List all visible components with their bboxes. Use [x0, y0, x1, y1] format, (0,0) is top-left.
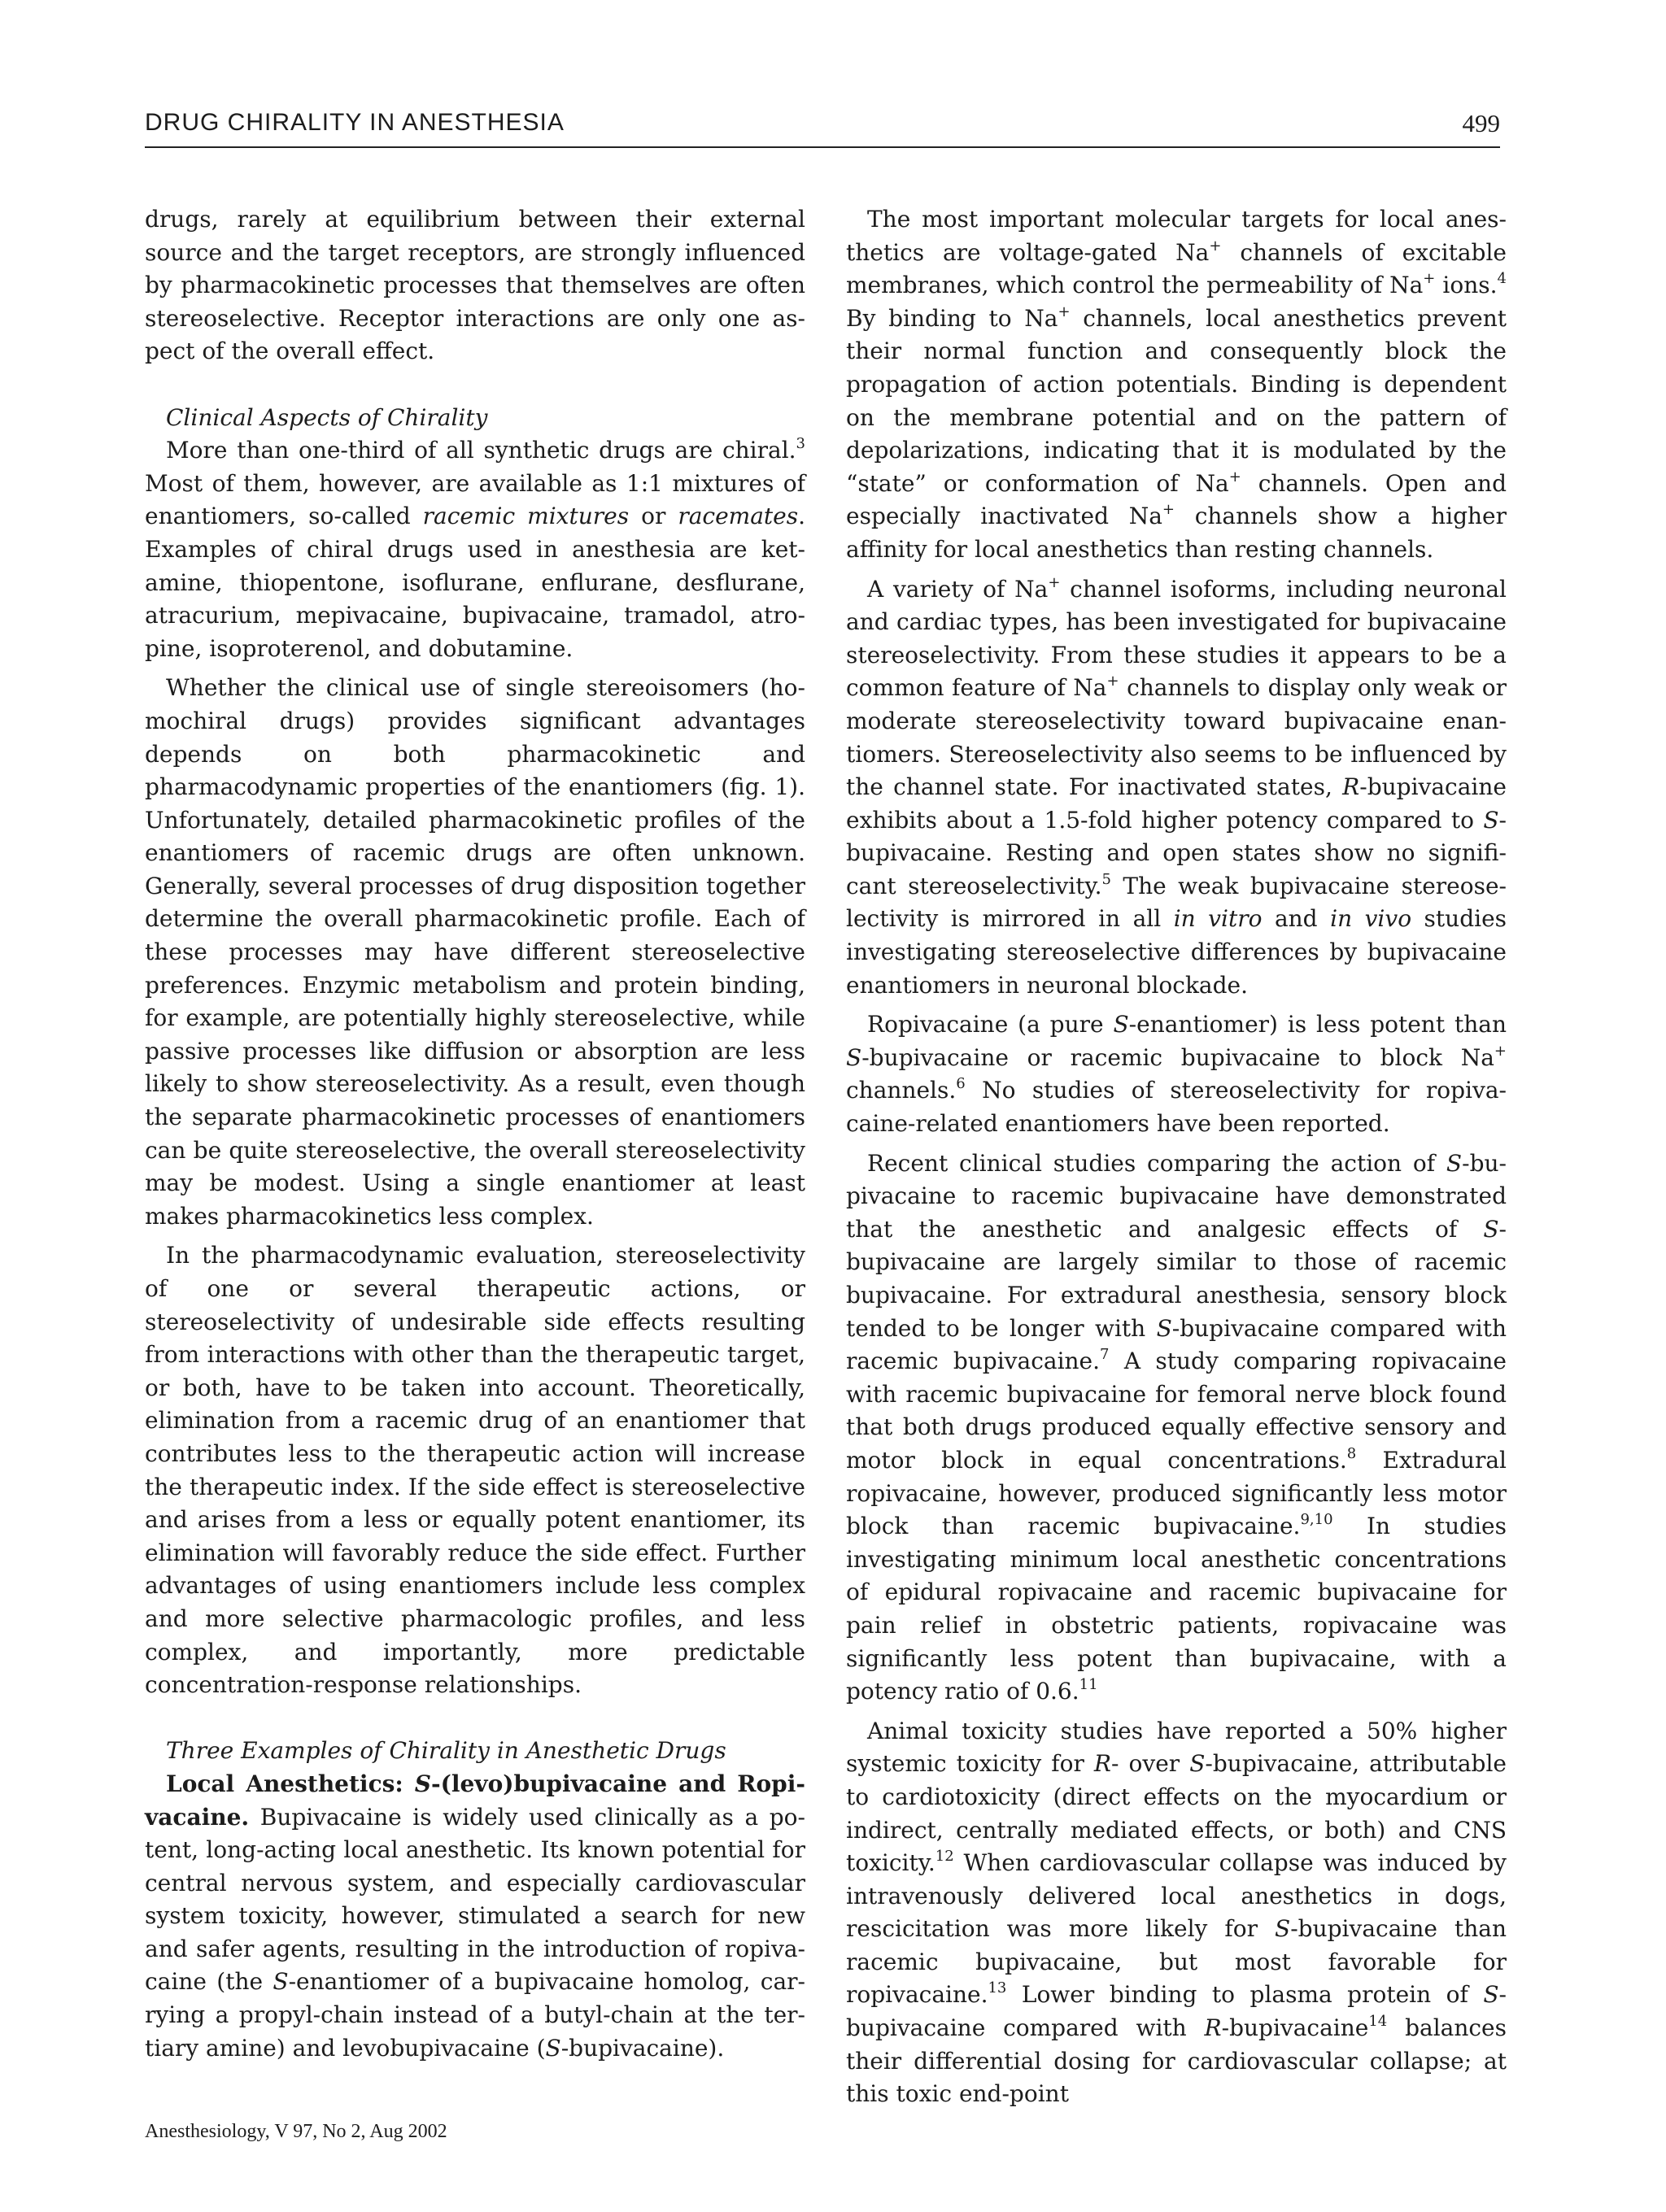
running-header — [145, 106, 1500, 148]
paragraph: Ropivacaine (a pure S-enantiomer) is less potent than S-bupivacaine or racemic bupivacaine to block Na+ channels.$^6$ No studies of stereoselectivity for ropivacaine-related enantiomers have been reported. — [846, 1011, 1507, 1138]
paragraph: In the pharmacodynamic evaluation, stereoselectivity of one or several therapeutic actions, or stereoselectivity of undesirable side effects resulting from interactions with other than the therapeutic target, or both, have to be taken into account. Theoretically, elimination from a racemic drug of an enantiomer that contributes less to the therapeutic action will increase the therapeutic index. If the side effect is stereoselective and arises from a less or equally potent enantiomer, its elimination will favorably reduce the side effect. Further advantages of using enantiomers include less complex and more selective pharmacologic profiles, and less complex, and importantly, more predictable concentration-response relationships. — [145, 1242, 805, 1699]
page-number: 499 — [1462, 109, 1500, 137]
right-column — [846, 203, 1507, 2111]
paragraph-continued: drugs, rarely at equilibrium between their external source and the target receptors, are strongly influenced by pharmacokinetic processes that themselves are often stereoselective. Receptor interactions are only one aspect of the overall effect. — [145, 206, 805, 365]
paragraph: The most important molecular targets for local anesthetics are voltage-gated Na+ channels of excitable membranes, which control the permeability of Na+ ions.$^4$ By binding to Na+ channels, local anesthetics prevent their normal function and consequently block the propagation of action potentials. Binding is dependent on the membrane potential and on the pattern of depolarizations, indicating that it is modulated by the “state” or conformation of Na+ channels. Open and especially inactivated Na+ channels show a higher affinity for local anesthetics than resting channels. — [846, 206, 1507, 563]
paragraph: Animal toxicity studies have reported a 50% higher systemic toxicity for R- over S-bupivacaine, attributable to cardiotoxicity (direct effects on the myocardium or indirect, centrally mediated effects, or both) and CNS toxicity.$^{12}$ When cardiovascular collapse was induced by intravenously delivered local anesthetics in dogs, rescicitation was more likely for S-bupivacaine than racemic bupivacaine, but most favorable for ropivacaine.$^{13}$ Lower binding to plasma protein of S-bupivacaine compared with R-bupivacaine$^{14}$ balances their differential dosing for cardiovascular collapse; at this toxic end-point — [846, 1717, 1507, 2108]
reference-marker: 7 — [1100, 1346, 1110, 1364]
reference-marker: 13 — [988, 1979, 1007, 1997]
reference-marker: 11 — [1079, 1676, 1098, 1694]
reference-marker: 14 — [1368, 2013, 1388, 2031]
paragraph: Recent clinical studies comparing the action of S-bupivacaine to racemic bupivacaine have demonstrated that the anesthetic and analgesic effects of S-bupivacaine are largely similar to those of racemic bupivacaine. For extradural anesthesia, sensory block tended to be longer with S-bupivacaine compared with racemic bupivacaine.$^7$ A study comparing ropivacaine with racemic bupivacaine for femoral nerve block found that both drugs produced equally effective sensory and motor block in equal concentrations.$^8$ Extradural ropivacaine, however, produced significantly less motor block than racemic bupivacaine.$^{9,10}$ In studies investigating minimum local anesthetic concentrations of epidural ropivacaine and racemic bupivacaine for pain relief in obstetric patients, ropivacaine was significantly less potent than bupivacaine, with a potency ratio of 0.6.11 — [846, 1149, 1507, 1705]
paragraph: A variety of Na+ channel isoforms, including neuronal and cardiac types, has been investigated for bupivacaine stereoselectivity. From these studies it appears to be a common feature of Na+ channels to display only weak or moderate stereoselectivity toward bupivacaine enantiomers. Stereoselectivity also seems to be influenced by the channel state. For inactivated states, R-bupivacaine exhibits about a 1.5-fold higher potency compared to S-bupivacaine. Resting and open states show no significant stereoselectivity.$^5$ The weak bupivacaine stereoselectivity is mirrored in all in vitro and in vivo studies investigating stereoselective differences by bupivacaine enantiomers in neuronal blockade. — [846, 573, 1507, 999]
running-title: DRUG CHIRALITY IN ANESTHESIA — [145, 109, 565, 136]
run-in-heading: Local Anesthetics: S-(levo)bupivacaine and Ropivacaine. — [145, 1770, 805, 1831]
reference-marker: 8 — [1346, 1444, 1357, 1462]
reference-marker: 3 — [796, 435, 805, 453]
section-heading-three-examples: Three Examples of Chirality in Anesthetic Drugs — [166, 1737, 726, 1765]
paragraph: More than one-third of all synthetic drugs are chiral.$^3$ Most of them, however, are available as 1:1 mixtures of enantiomers, so-called racemic mixtures or racemates. Examples of chiral drugs used in anesthesia are ketamine, thiopentone, isoflurane, enflurane, desflurane, atracurium, mepivacaine, bupivacaine, tramadol, atropine, isoproterenol, and dobutamine. — [145, 435, 806, 662]
reference-marker: 4 — [1497, 270, 1507, 288]
reference-marker: 6 — [956, 1075, 966, 1093]
reference-marker: 9,10 — [1300, 1511, 1333, 1529]
section-heading-clinical-aspects: Clinical Aspects of Chirality — [166, 403, 488, 431]
paragraph: Local Anesthetics: S-(levo)bupivacaine and Ropivacaine. Bupivacaine is widely used clinically as a potent, long-acting local anesthetic. Its known potential for central nervous system, and especially cardiovascular system toxicity, however, stimulated a search for new and safer agents, resulting in the introduction of ropivacaine (the S-enantiomer of a bupivacaine homolog, carrying a propyl-chain instead of a butyl-chain at the tertiary amine) and levobupivacaine (S-bupivacaine). — [145, 1770, 805, 2062]
paragraph: Whether the clinical use of single stereoisomers (homochiral drugs) provides significant advantages depends on both pharmacokinetic and pharmacodynamic properties of the enantiomers (fig. 1). Unfortunately, detailed pharmacokinetic profiles of the enantiomers of racemic drugs are often unknown. Generally, several processes of drug disposition together determine the overall pharmacokinetic profile. Each of these processes may have different stereoselective preferences. Enzymic metabolism and protein binding, for example, are potentially highly stereoselective, while passive processes like diffusion or absorption are less likely to show stereoselectivity. As a result, even though the separate pharmacokinetic processes of enantiomers can be quite stereoselective, the overall stereoselectivity may be modest. Using a single enantiomer at least makes pharmacokinetics less complex. — [145, 674, 805, 1230]
reference-marker: 12 — [935, 1848, 954, 1866]
reference-marker: 5 — [1101, 870, 1111, 888]
journal-citation-footer: Anesthesiology, V 97, No 2, Aug 2002 — [145, 2121, 447, 2142]
left-column — [145, 203, 805, 2065]
